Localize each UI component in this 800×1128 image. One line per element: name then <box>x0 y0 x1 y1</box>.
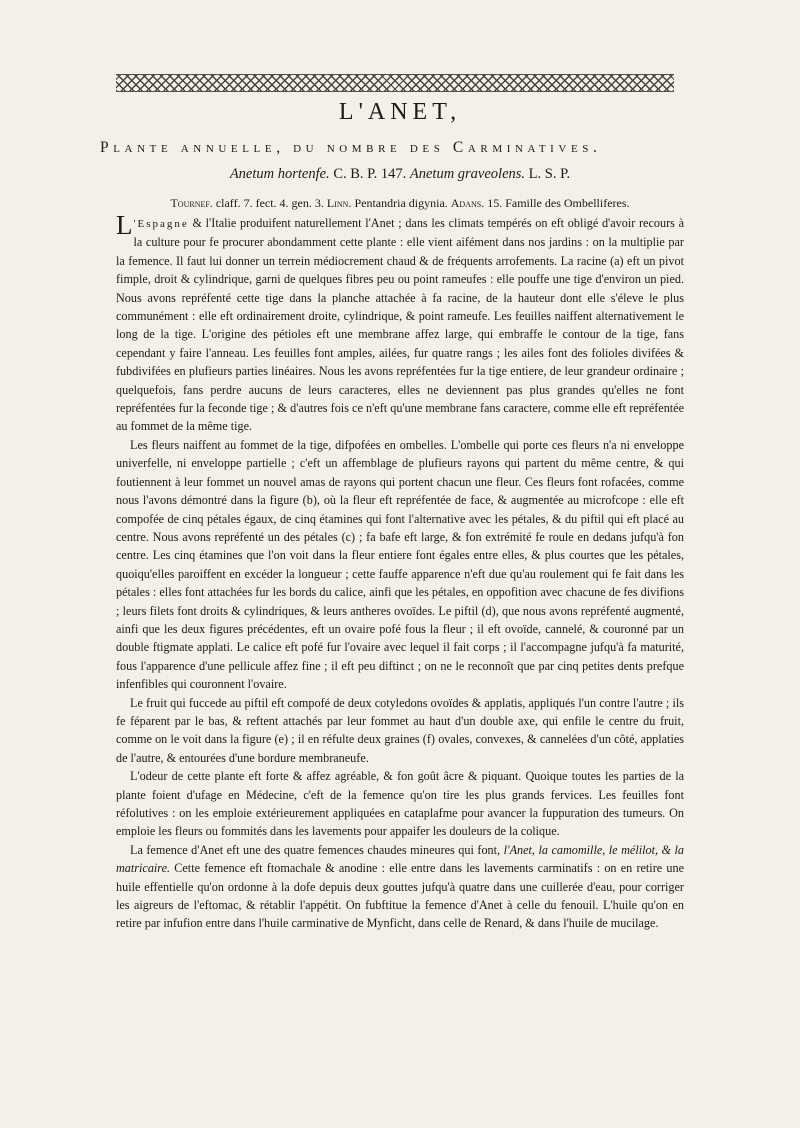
paragraph-seeds <box>116 841 684 933</box>
opening-caps: 'Espagne <box>133 218 189 230</box>
paragraph-fruit: Le fruit qui fuccede au piftil eft compofé de deux cotyledons ovoïdes & applatis, appliqués l'un contre l'autre ; ils fe féparent par le bas, & reftent attachés par leur fommet au haut d'un double axe, qui enfile le centre du fruit, comme on le voit dans la figure (e) ; il en réfulte deux graines (f) ovales, convexes, & cannelées d'un côté, applaties de l'autre, & entourées d'une bordure membraneufe. <box>116 695 684 765</box>
botanical-synonyms <box>0 166 800 183</box>
classification-text-3: 15. Famille des Ombelliferes. <box>484 196 630 210</box>
synonym-name-1: Anetum hortenfe. <box>229 166 330 182</box>
paragraph-flowers: Les fleurs naiffent au fommet de la tige, difpofées en ombelles. L'ombelle qui porte ces fleurs n'a ni enveloppe univerfelle, ni enveloppe partielle ; c'eft un affemblage de plufieurs rayons qui partent du même centre, & qui foutiennent à leur fommet un nouvel amas de rayons qui portent chacun une fleur. Ces fleurs font rofacées, comme nous l'avons démontré dans la figure (b), où la fleur eft repréfentée de face, & augmentée au microfcope : elle eft compofée de cinq pétales égaux, de cinq étamines qui font l'alternative avec les pétales, & du piftil qui eft placé au centre. Nous avons repréfenté un des pétales (c) ; fa bafe eft large, & fon extrémité fe roule en dedans jufqu'à fon centre. Les cinq étamines que l'on voit dans la fleur entiere font égales entre elles, & plus courtes que les pétales, quoiqu'elles paroiffent en excéder la longueur ; cette fauffe apparence n'eft due qu'au roulement qui fe fait dans les pétales : elles font attachées fur les bords du calice, ainfi que les pétales, en oppofition avec chacune de fes divifions ; leurs filets font droits & cylindriques, & leurs antheres ovoïdes. Le piftil (d), que nous avons repréfenté augmenté, ainfi que les deux figures précédentes, eft un ovaire pofé fous la fleur ; il eft ovoïde, cannelé, & couronné par un double ftigmate applati. Le calice eft pofé fur l'ovaire avec lequel il fait corps ; il l'accompagne jufqu'à fa maturité, fous l'apparence d'une pellicule affez fine ; il eft peu diftinct ; on ne le reconnoît que par cinq petites dents prefque infenfibles qui couronnent l'ovaire. <box>116 437 684 692</box>
paragraph-description <box>116 210 684 436</box>
synonym-ref-2: L. S. P. <box>525 166 571 182</box>
classification-line <box>0 196 800 211</box>
paragraph-1-text: & l'Italie produifent naturellement l'Anet ; dans les climats tempérés on eft obligé d'avoir recours à la culture pour fe procurer abondamment cette plante : elle vient aifément dans nos jardins : on la multiplie par la femence. Il faut lui donner un terrein médiocrement chaud & de fréquents arrofements. La racine (a) eft un pivot fimple, droit & cylindrique, garni de quelques fibres peu ou point rameufes : elle pouffe une tige d'environ un pied. Nous avons repréfenté cette tige dans la planche attachée à fa racine, de la hauteur dont elle s'éleve le plus communément : elle eft ordinairement droite, cylindrique, & point rameufe. Les feuilles naiffent alternativement le long de la tige. L'origine des pétioles eft une membrane affez large, qui embraffe le contour de la tige, fans cependant y faire l'anneau. Les feuilles font amples, ailées, fur quatre rangs ; les ailes font des folioles divifées & fubdivifées en plufieurs parties linéaires. Nous les avons repréfentées fur la tige entiere, de leur grandeur ordinaire ; quelquefois, fans perdre aucuns de leurs caracteres, elles ne deviennent pas plus grandes qu'elles ne font repréfentées fur la feconde tige ; & d'autres fois ce n'eft qu'une membrane fans caractere, comme elle eft repréfentée au fommet de la même tige. <box>116 216 684 434</box>
author-adanson: Adans. <box>450 196 485 210</box>
decorative-border-ornament <box>116 74 674 92</box>
body-text <box>116 210 684 933</box>
classification-text-2: Pentandria digynia. <box>351 196 451 210</box>
classification-text-1: claff. 7. fect. 4. gen. 3. <box>212 196 327 210</box>
paragraph-5-italic: l'Anet, la camomille, le mélilot, & la matricaire. <box>116 842 684 876</box>
paragraph-uses: L'odeur de cette plante eft forte & affez agréable, & fon goût âcre & piquant. Quoique toutes les parties de la plante foient d'ufage en Médecine, c'eft de la femence qu'on tire les plus grands fervices. Les feuilles font réfolutives : on les emploie extérieurement appliquées en cataplafme pour avancer la fuppuration des tumeurs. On emploie les fleurs ou fommités dans les lavements pour appaifer les douleurs de la colique. <box>116 769 684 839</box>
drop-cap: L <box>116 210 133 240</box>
page-title: L'ANET, <box>338 99 462 125</box>
subtitle: Plante annuelle, du nombre des Carminatives. <box>100 139 602 156</box>
paragraph-5-text-1: La femence d'Anet eft une des quatre femences chaudes mineures qui font, <box>130 842 504 857</box>
synonym-ref-1: C. B. P. 147. <box>329 166 410 182</box>
paragraph-5-text-2: Cette femence eft ftomachale & anodine : elle entre dans les lavements carminatifs : on en retire une huile effentielle qu'on ordonne à la dofe depuis deux gouttes jufqu'à quatre dans une cuillerée d'eau, pour corriger les aigreurs de l'eftomac, & rétablir l'appétit. On fubftitue la femence d'Anet à celle du fenouil. L'huile qu'on en retire par infufion entre dans l'huile carminative de Mynficht, dans celle de Renard, & dans l'huile de mucilage. <box>116 861 684 931</box>
author-tournefort: Tournef. <box>170 196 213 210</box>
synonym-name-2: Anetum graveolens. <box>409 166 526 182</box>
author-linnaeus: Linn. <box>326 196 352 210</box>
